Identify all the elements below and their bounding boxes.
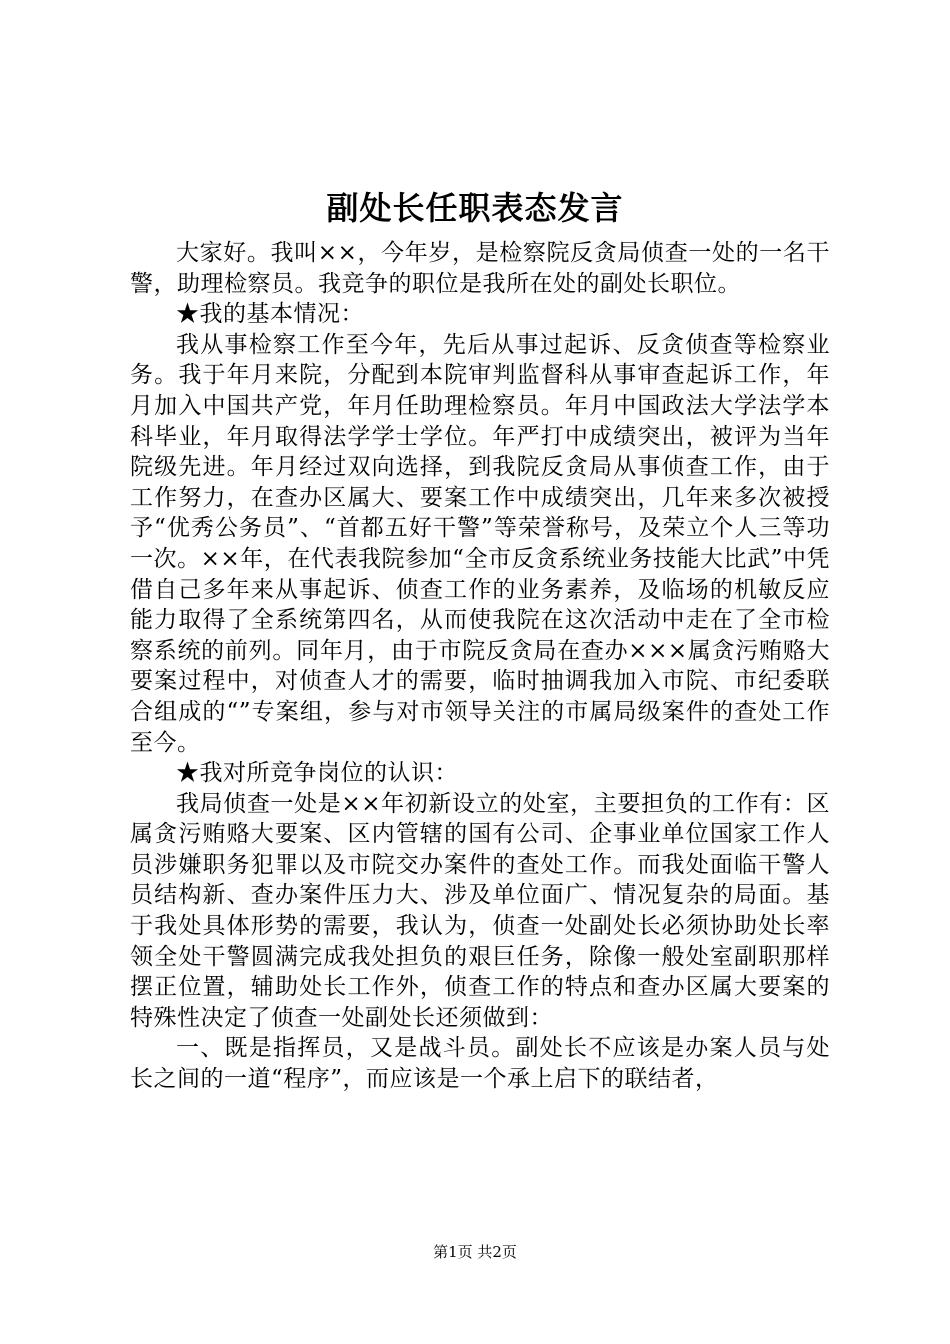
page-footer: 第1页 共2页 — [433, 1243, 517, 1261]
document-title: 副处长任职表态发言 — [326, 189, 624, 227]
section-heading-position-understanding: ★我对所竞争岗位的认识： — [176, 760, 458, 787]
paragraph-position-understanding: 我局侦查一处是××年初新设立的处室，主要担负的工作有：区属贪污贿赂大要案、区内管辖的国有公司、企事业单位国家工作人员涉嫌职务犯罪以及市院交办案件的查处工作。而我处面临干警人员结构新、查办案件压力大、涉及单位面广、情况复杂的局面。基于我处具体形势的需要，我认为，侦查一处副处长必须协助处长率领全处干警圆满完成我处担负的艰巨任务，除像一般处室副职那样摆正位置，辅助处长工作外，侦查工作的特点和查办区属大要案的特殊性决定了侦查一处副处长还须做到： — [130, 790, 830, 1031]
section-heading-basic-info: ★我的基本情况： — [176, 301, 364, 328]
paragraph-point-one: 一、既是指挥员，又是战斗员。副处长不应该是办案人员与处长之间的一道“程序”，而应该是一个承上启下的联结者， — [130, 1035, 830, 1093]
paragraph-basic-info: 我从事检察工作至今年，先后从事过起诉、反贪侦查等检察业务。我于年月来院，分配到本院审判监督科从事审查起诉工作，年月加入中国共产党，年月任助理检察员。年月中国政法大学法学本科毕业，年月取得法学学士学位。年严打中成绩突出，被评为当年院级先进。年月经过双向选择，到我院反贪局从事侦查工作，由于工作努力，在查办区属大、要案工作中成绩突出，几年来多次被授予“优秀公务员”、“首都五好干警”等荣誉称号，及荣立个人三等功一次。××年，在代表我院参加“全市反贪系统业务技能大比武”中凭借自己多年来从事起诉、侦查工作的业务素养，及临场的机敏反应能力取得了全系统第四名，从而使我院在这次活动中走在了全市检察系统的前列。同年月，由于市院反贪局在查办×××属贪污贿赂大要案过程中，对侦查人才的需要，临时抽调我加入市院、市纪委联合组成的“”专案组，参与对市领导关注的市属局级案件的查处工作至今。 — [130, 331, 830, 756]
paragraph-greeting: 大家好。我叫××，今年岁，是检察院反贪局侦查一处的一名干警，助理检察员。我竞争的职位是我所在处的副处长职位。 — [130, 240, 830, 297]
document-body — [130, 238, 830, 1095]
